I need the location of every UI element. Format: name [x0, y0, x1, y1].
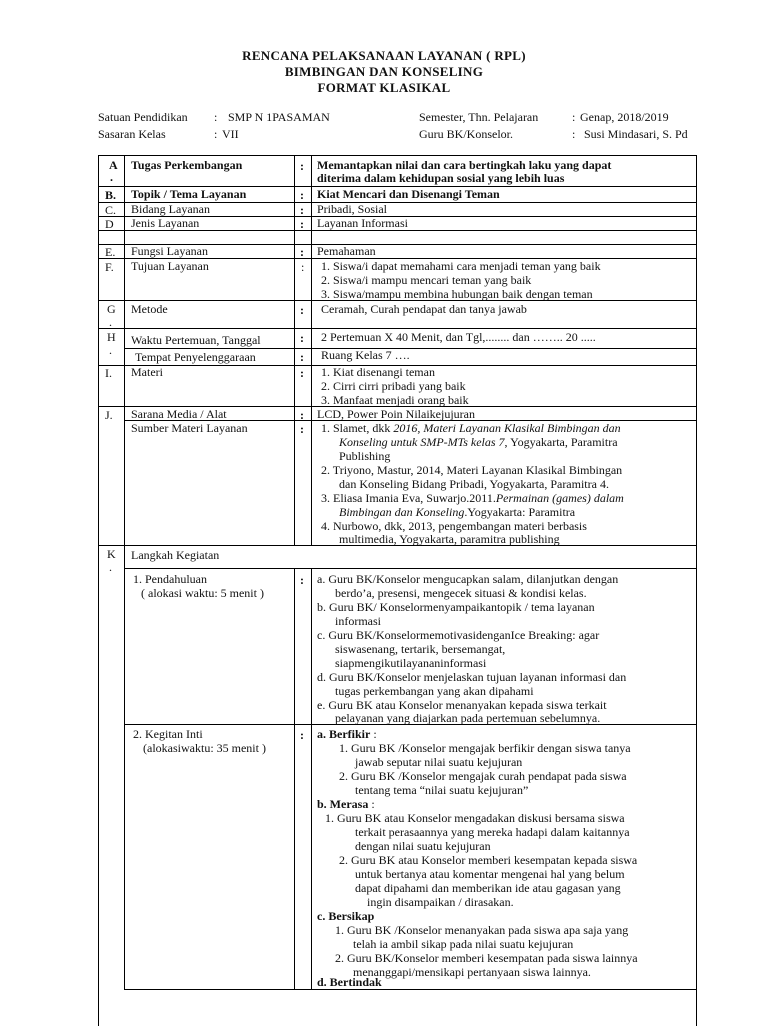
row-a-label: Tugas Perkembangan [131, 158, 243, 172]
row-a-value-line1: Memantapkan nilai dan cara bertingkah laku yang dapat [317, 158, 612, 172]
bertindak-heading: d. Bertindak [317, 975, 382, 989]
heading-text: : [370, 727, 377, 741]
col-divider [311, 568, 312, 989]
row-g-label: Metode [131, 302, 168, 316]
row-k-letter: K [107, 547, 116, 561]
materi-item: 3. Manfaat menjadi orang baik [321, 393, 469, 407]
row-d-value: Layanan Informasi [317, 216, 408, 230]
row-f-label: Tujuan Layanan [131, 259, 209, 273]
sumber-item-1 [321, 422, 621, 436]
row-c-letter: C. [105, 203, 117, 217]
row-a-letter: A [109, 158, 118, 172]
sumber-item-2-cont: dan Konseling Bidang Pribadi, Yogyakarta, Paramitra 4. [339, 477, 609, 491]
sumber-item-3 [321, 492, 624, 506]
doc-title: RENCANA PELAKSANAAN LAYANAN ( RPL) [242, 48, 526, 63]
merasa-step: dapat dipahami dan memberikan ide atau gagasan yang [355, 881, 621, 895]
sumber-text: , Yogyakarta, Paramitra [504, 435, 618, 449]
satuan-label: Satuan Pendidikan [98, 110, 188, 124]
inti-alokasi: (alokasiwaktu: 35 menit ) [143, 741, 266, 755]
row-b-letter: B. [105, 188, 117, 202]
row-i-label: Materi [131, 365, 163, 379]
sumber-item-2: 2. Triyono, Mastur, 2014, Materi Layanan Klasikal Bimbingan [321, 463, 623, 477]
heading-text: b. Merasa [317, 797, 369, 811]
pendahuluan-label: 1. Pendahuluan [133, 572, 207, 586]
bersikap-heading: c. Bersikap [317, 909, 375, 923]
tujuan-item: 2. Siswa/i mampu mencari teman yang baik [321, 273, 532, 287]
sumber-item-1-cont [339, 436, 618, 450]
row-e-value: Pemahaman [317, 244, 376, 258]
merasa-step: terkait perasaannya yang mereka hadapi dalam kaitannya [355, 825, 630, 839]
sumber-item-4-cont: multimedia, Yogyakarta, paramitra publishing [339, 532, 560, 546]
pendahuluan-step: siapmengikutilayananinformasi [335, 656, 487, 670]
row-h-value-waktu: 2 Pertemuan X 40 Menit, dan Tgl,........ dan …….. 20 ..... [321, 330, 596, 344]
pendahuluan-alokasi: ( alokasi waktu: 5 menit ) [141, 586, 264, 600]
row-j-colon: : [300, 408, 304, 422]
doc-format: FORMAT KLASIKAL [317, 80, 451, 95]
row-e-label: Fungsi Layanan [131, 244, 208, 258]
pendahuluan-step: tugas perkembangan yang akan dipahami [335, 684, 534, 698]
berfikir-step: 1. Guru BK /Konselor mengajak berfikir dengan siswa tanya [339, 741, 631, 755]
col-divider [311, 156, 312, 545]
sasaran-label: Sasaran Kelas [98, 127, 166, 141]
row-h-label-waktu: Waktu Pertemuan, Tanggal [131, 333, 261, 347]
tujuan-item: 3. Siswa/mampu membina hubungan baik dengan teman [321, 287, 593, 301]
row-k-label: Langkah Kegiatan [131, 548, 220, 562]
tujuan-item: 1. Siswa/i dapat memahami cara menjadi teman yang baik [321, 259, 601, 273]
col-divider [124, 156, 125, 989]
bersikap-step: 1. Guru BK /Konselor menanyakan pada siswa apa saja yang [335, 923, 629, 937]
row-h-label-tempat: Tempat Penyelenggaraan [135, 350, 256, 364]
row-b-value: Kiat Mencari dan Disenangi Teman [317, 187, 500, 201]
pendahuluan-step: berdo’a, presensi, mengecek situasi & kondisi kelas. [335, 586, 587, 600]
row-a-colon: : [300, 159, 304, 173]
merasa-step: 2. Guru BK atau Konselor memberi kesempatan kepada siswa [339, 853, 638, 867]
row-d-letter: D [105, 217, 114, 231]
semester-label: Semester, Thn. Pelajaran [419, 110, 539, 124]
pendahuluan-step: e. Guru BK atau Konselor menanyakan kepada siswa terkait [317, 698, 607, 712]
row-c-label: Bidang Layanan [131, 202, 210, 216]
guru-label: Guru BK/Konselor. [419, 127, 513, 141]
semester-value: Genap, 2018/2019 [580, 110, 669, 124]
row-d-colon: : [300, 217, 304, 231]
col-divider [294, 156, 295, 545]
row-e-colon: : [300, 245, 304, 259]
berfikir-step: 2. Guru BK /Konselor mengajak curah pendapat pada siswa [339, 769, 627, 783]
sumber-text: Permainan (games) dalam [495, 491, 624, 505]
row-g-colon: : [300, 303, 304, 317]
row-j-label-sarana: Sarana Media / Alat [131, 407, 227, 421]
row-b-label: Topik / Tema Layanan [131, 187, 247, 201]
row-j-label-sumber: Sumber Materi Layanan [131, 421, 248, 435]
doc-subtitle: BIMBINGAN DAN KONSELING [284, 64, 484, 79]
row-f-colon: : [301, 260, 305, 274]
row-j-colon: : [300, 422, 304, 436]
row-d-label: Jenis Layanan [131, 216, 200, 230]
row-j-value-sarana: LCD, Power Poin Nilaikejujuran [317, 407, 475, 421]
row-h-colon: : [300, 350, 304, 364]
heading-text: a. Berfikir [317, 727, 371, 741]
semester-sep: : [572, 110, 576, 124]
heading-text: : [368, 797, 375, 811]
pendahuluan-step: d. Guru BK/Konselor menjelaskan tujuan layanan informasi dan [317, 670, 627, 684]
row-divider [124, 568, 696, 569]
berfikir-heading [317, 728, 377, 742]
merasa-heading [317, 798, 375, 812]
row-h-letter: H [107, 330, 116, 344]
row-f-letter: F. [105, 260, 114, 274]
row-e-letter: E. [105, 245, 116, 259]
row-h-value-tempat: Ruang Kelas 7 …. [321, 348, 410, 362]
k1-colon: : [300, 573, 304, 587]
pendahuluan-step: informasi [335, 614, 381, 628]
row-a-dot: . [110, 170, 113, 184]
sumber-text: 1. Slamet, dkk [321, 421, 394, 435]
row-j-letter: J. [105, 408, 113, 422]
row-g-dot: . [109, 315, 112, 329]
row-a-value-line2: diterima dalam kehidupan sosial yang lebih luas [317, 171, 565, 185]
pendahuluan-step: siswasenang, tertarik, bersemangat, [335, 642, 506, 656]
bersikap-step: 2. Guru BK/Konselor memberi kesempatan pada siswa lainnya [335, 951, 638, 965]
berfikir-step: jawab seputar nilai suatu kejujuran [355, 755, 523, 769]
sumber-text: Konseling untuk SMP-MTs kelas 7 [339, 435, 505, 449]
row-i-letter: I. [105, 366, 112, 380]
inti-label: 2. Kegitan Inti [133, 727, 203, 741]
row-g-value: Ceramah, Curah pendapat dan tanya jawab [321, 302, 527, 316]
row-b-colon: : [300, 188, 304, 202]
sumber-item-3-cont [339, 506, 575, 520]
sumber-item-4: 4. Nurbowo, dkk, 2013, pengembangan materi berbasis [321, 519, 587, 533]
sumber-text: .Yogyakarta: Paramitra [464, 505, 576, 519]
berfikir-step: tentang tema “nilai suatu kejujuran” [355, 783, 529, 797]
materi-item: 2. Cirri cirri pribadi yang baik [321, 379, 466, 393]
rpl-table [98, 155, 697, 1026]
materi-item: 1. Kiat disenangi teman [321, 365, 435, 379]
row-g-letter: G [107, 302, 116, 316]
row-c-colon: : [300, 203, 304, 217]
pendahuluan-step: pelayanan yang diajarkan pada pertemuan sebelumnya. [335, 711, 601, 725]
bersikap-step: telah ia ambil sikap pada nilai suatu kejujuran [353, 937, 574, 951]
sumber-text: 3. Eliasa Imania Eva, Suwarjo.2011. [321, 491, 496, 505]
sumber-text: 2016, Materi Layanan Klasikal Bimbingan dan [393, 421, 621, 435]
row-h-colon: : [300, 331, 304, 345]
sasaran-sep: : [214, 127, 218, 141]
merasa-step: untuk bertanya atau komentar mengenai hal yang belum [355, 867, 625, 881]
satuan-value: SMP N 1PASAMAN [228, 110, 330, 124]
k2-colon: : [300, 728, 304, 742]
col-divider [294, 568, 295, 989]
sasaran-value: VII [222, 127, 239, 141]
row-c-value: Pribadi, Sosial [317, 202, 388, 216]
satuan-sep: : [214, 110, 218, 124]
row-i-colon: : [300, 366, 304, 380]
merasa-step: dengan nilai suatu kejujuran [355, 839, 491, 853]
bersikap-step: menanggapi/mensikapi pertanyaan siswa lainnya. [353, 965, 591, 979]
row-h-dot: . [109, 343, 112, 357]
row-divider [99, 328, 696, 329]
row-divider [124, 348, 696, 349]
pendahuluan-step: c. Guru BK/KonselormemotivasidenganIce Breaking: agar [317, 628, 600, 642]
merasa-step: 1. Guru BK atau Konselor mengadakan diskusi bersama siswa [325, 811, 625, 825]
guru-sep: : [572, 127, 576, 141]
sumber-item-1-cont: Publishing [339, 449, 391, 463]
sumber-text: Bimbingan dan Konseling [339, 505, 465, 519]
row-divider [124, 989, 696, 990]
merasa-step: ingin disampaikan / dirasakan. [367, 895, 514, 909]
pendahuluan-step: a. Guru BK/Konselor mengucapkan salam, dilanjutkan dengan [317, 572, 619, 586]
pendahuluan-step: b. Guru BK/ Konselormenyampaikantopik / tema layanan [317, 600, 595, 614]
guru-value: Susi Mindasari, S. Pd [584, 127, 688, 141]
row-k-dot: . [109, 560, 112, 574]
